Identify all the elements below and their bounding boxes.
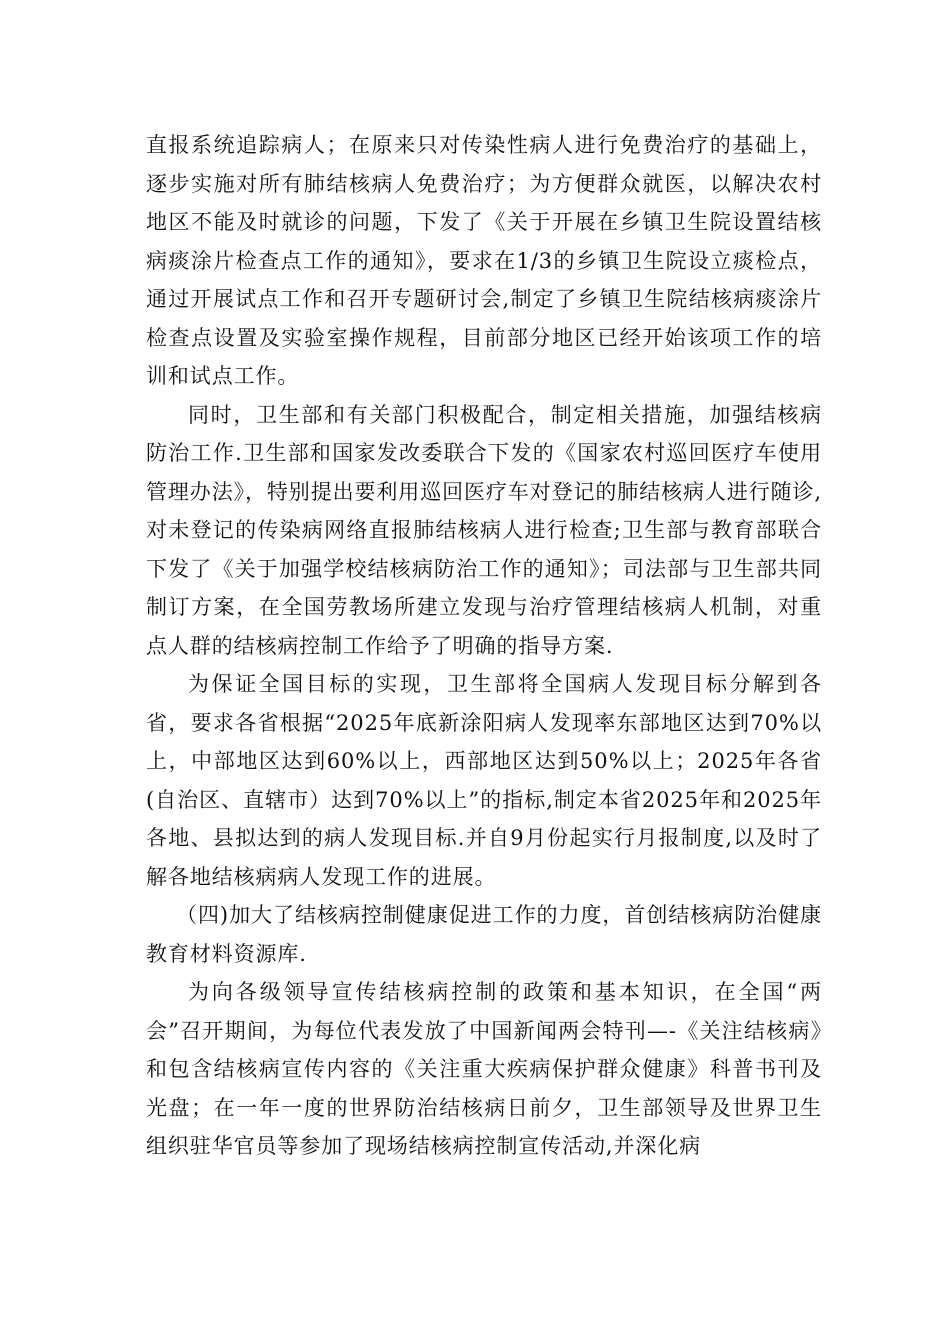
paragraph-3: 为保证全国目标的实现，卫生部将全国病人发现目标分解到各省，要求各省根据“2025年底新涂阳病人发现率东部地区达到70%以上，中部地区达到60%以上，西部地区达到50%以上；2025年各省(自治区、直辖市）达到70%以上”的指标,制定本省2025年和2025年各地、县拟达到的病人发现目标.并自9月份起实行月报制度,以及时了解各地结核病病人发现工作的进展。	[146, 672, 822, 889]
paragraph-2: 同时，卫生部和有关部门积极配合，制定相关措施，加强结核病防治工作.卫生部和国家发改委联合下发的《国家农村巡回医疗车使用管理办法》，特别提出要利用巡回医疗车对登记的肺结核病人进行随诊,对未登记的传染病网络直报肺结核病人进行检查;卫生部与教育部联合下发了《关于加强学校结核病防治工作的通知》；司法部与卫生部共同制订方案，在全国劳教场所建立发现与治疗管理结核病人机制，对重点人群的结核病控制工作给予了明确的指导方案.	[146, 402, 822, 658]
document-body	[146, 126, 822, 1166]
section-heading-4: （四)加大了结核病控制健康促进工作的力度，首创结核病防治健康教育材料资源库.	[146, 903, 822, 966]
paragraph-5: 为向各级领导宣传结核病控制的政策和基本知识，在全国“两会”召开期间，为每位代表发放了中国新闻两会特刊—-《关注结核病》和包含结核病宣传内容的《关注重大疾病保护群众健康》科普书刊及光盘；在一年一度的世界防治结核病日前夕，卫生部领导及世界卫生组织驻华官员等参加了现场结核病控制宣传活动,并深化病	[146, 980, 822, 1158]
paragraph-1: 直报系统追踪病人；在原来只对传染性病人进行免费治疗的基础上，逐步实施对所有肺结核病人免费治疗；为方便群众就医，以解决农村地区不能及时就诊的问题，下发了《关于开展在乡镇卫生院设置结核病痰涂片检查点工作的通知》，要求在1/3的乡镇卫生院设立痰检点，通过开展试点工作和召开专题研讨会,制定了乡镇卫生院结核病痰涂片检查点设置及实验室操作规程，目前部分地区已经开始该项工作的培训和试点工作。	[146, 133, 822, 388]
